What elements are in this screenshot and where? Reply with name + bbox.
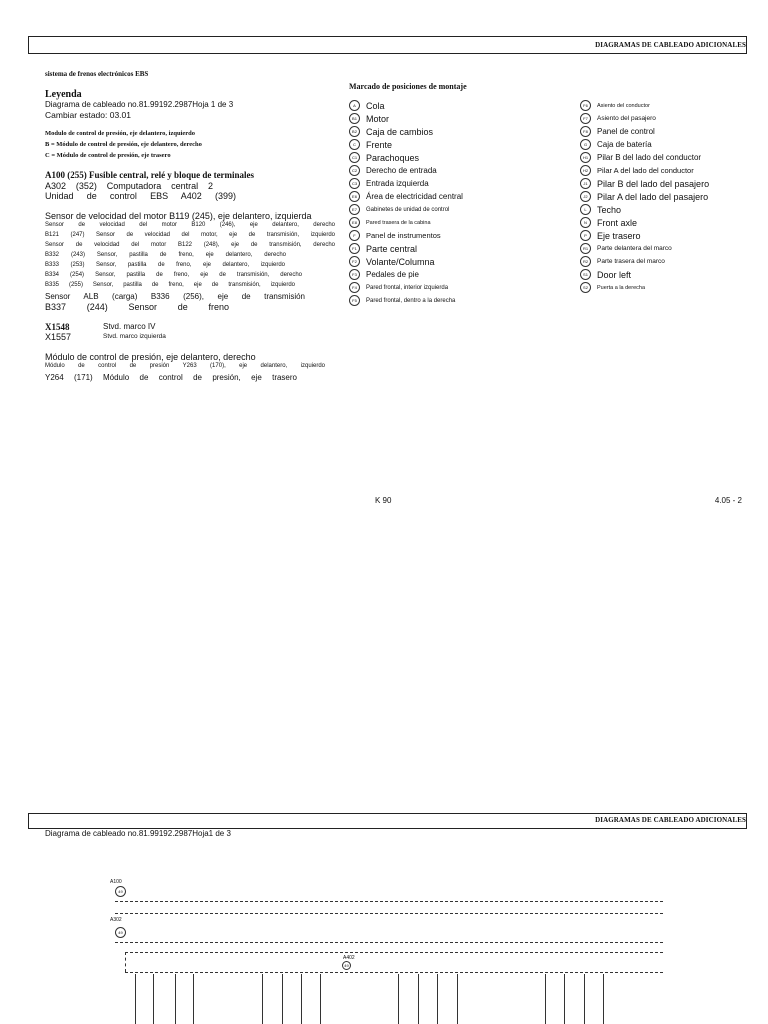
position-label: Pared frontal, interior izquierda xyxy=(366,284,449,291)
position-label: Eje trasero xyxy=(597,230,641,241)
position-code-icon: F4 xyxy=(349,282,360,293)
position-item xyxy=(580,217,637,228)
position-code-icon: E7 xyxy=(349,204,360,215)
position-item xyxy=(580,282,645,293)
wire xyxy=(603,974,604,1024)
x1557-text: Stvd. marco izquierda xyxy=(103,333,166,340)
position-label: Door left xyxy=(597,269,632,280)
position-code-icon: H2 xyxy=(580,165,591,176)
a402-dashed-line xyxy=(125,952,663,953)
position-label: Gabinetes de unidad de control xyxy=(366,206,450,213)
position-code-icon: B2 xyxy=(349,126,360,137)
page1-header-box xyxy=(28,36,747,54)
sensor-b337-line: B337 (244) Sensor de freno xyxy=(45,302,229,312)
position-item xyxy=(349,269,419,280)
wire xyxy=(564,974,565,1024)
modulo-line-1: Módulo de control de presión Y263 (170), eje delantero, izquierdo xyxy=(45,363,325,369)
position-label: Panel de control xyxy=(597,127,655,136)
abbrev-line-a: Modulo de control de presión, eje delantero, izquierdo xyxy=(45,130,196,137)
position-item xyxy=(349,178,429,189)
position-code-icon: A xyxy=(349,100,360,111)
position-label: Área de electricidad central xyxy=(366,192,463,201)
position-code-icon: G xyxy=(580,139,591,150)
page2-header-box xyxy=(28,813,747,829)
position-label: Parte trasera del marco xyxy=(597,258,665,265)
position-item xyxy=(349,165,437,176)
position-label: Volante/Columna xyxy=(366,256,435,267)
position-item xyxy=(580,126,655,137)
position-item xyxy=(580,204,621,215)
wire xyxy=(153,974,154,1024)
wire xyxy=(175,974,176,1024)
footer-page-number: 4.05 - 2 xyxy=(714,496,742,505)
sensor-b119-line: Sensor de velocidad del motor B119 (245), eje delantero, izquierda xyxy=(45,211,312,221)
position-code-icon: F7 xyxy=(580,113,591,124)
position-code-icon: R1 xyxy=(580,243,591,254)
position-code-icon: S1 xyxy=(580,269,591,280)
position-item xyxy=(349,126,433,137)
position-item xyxy=(349,295,455,306)
position-item xyxy=(580,178,709,189)
sensor-alb-line: Sensor ALB (carga) B336 (256), eje de transmisión xyxy=(45,292,305,301)
position-code-icon: F xyxy=(349,230,360,241)
wire xyxy=(398,974,399,1024)
position-label: Techo xyxy=(597,204,622,215)
sensor-line: B333 (253) Sensor, pastilla de freno, eje delantero, izquierdo xyxy=(45,262,285,268)
wire xyxy=(437,974,438,1024)
position-item xyxy=(349,204,449,215)
position-label: Caja de batería xyxy=(597,140,652,149)
wire xyxy=(262,974,263,1024)
position-code-icon: C3 xyxy=(349,178,360,189)
position-item xyxy=(349,139,392,150)
position-code-icon: F3 xyxy=(349,269,360,280)
abbrev-line-c: C = Módulo de control de presión, eje trasero xyxy=(45,152,171,159)
position-item xyxy=(580,256,665,267)
position-code-icon: L xyxy=(580,204,591,215)
sensor-line: Sensor de velocidad del motor B122 (248), eje de transmisión, derecho xyxy=(45,242,335,248)
footer-page-code: K 90 xyxy=(375,496,392,505)
position-item xyxy=(580,191,708,202)
unidad-line: Unidad de control EBS A402 (399) xyxy=(45,191,236,201)
x1548-code: X1548 xyxy=(45,322,70,332)
position-item xyxy=(580,230,641,241)
position-code-icon: H1 xyxy=(580,152,591,163)
page1-header-title: DIAGRAMAS DE CABLEADO ADICIONALES xyxy=(595,41,746,49)
a302-line: A302 (352) Computadora central 2 xyxy=(45,181,213,191)
modulo-line-2: Y264 (171) Módulo de control de presión, eje trasero xyxy=(45,373,297,382)
a100-label: A100 xyxy=(110,879,122,885)
position-item xyxy=(349,100,385,111)
position-label: Pared frontal, dentro a la derecha xyxy=(366,297,456,304)
position-label: Pilar A del lado del conductor xyxy=(597,166,694,175)
position-item xyxy=(580,269,631,280)
position-label: Cola xyxy=(366,100,385,111)
position-item xyxy=(580,113,656,124)
modulo-title: Módulo de control de presión, eje delantero, derecho xyxy=(45,352,256,362)
position-label: Front axle xyxy=(597,217,638,228)
wire xyxy=(545,974,546,1024)
a100-pin-icon: 49 xyxy=(115,886,126,897)
sensor-line: B334 (254) Sensor, pastilla de freno, eje de transmisión, derecho xyxy=(45,272,302,278)
position-code-icon: F5 xyxy=(349,295,360,306)
position-label: Panel de instrumentos xyxy=(366,231,441,240)
position-label: Pilar B del lado del pasajero xyxy=(597,178,710,189)
a402-pin-icon: 49 xyxy=(342,961,351,970)
positions-title: Marcado de posiciones de montaje xyxy=(349,82,467,91)
position-item xyxy=(349,217,431,228)
position-code-icon: J1 xyxy=(580,178,591,189)
a302-pin-icon: 49 xyxy=(115,927,126,938)
position-item xyxy=(580,165,694,176)
position-item xyxy=(349,152,419,163)
page2-diagram-no: Diagrama de cableado no.81.99192.2987Hoja1 de 3 xyxy=(45,829,231,838)
a100-dashed-line xyxy=(115,901,663,902)
position-code-icon: P xyxy=(580,230,591,241)
position-code-icon: F8 xyxy=(580,126,591,137)
legend-status: Cambiar estado: 03.01 xyxy=(45,110,131,120)
wire xyxy=(193,974,194,1024)
position-code-icon: F2 xyxy=(349,256,360,267)
wire xyxy=(320,974,321,1024)
position-item xyxy=(349,243,417,254)
sensor-line: Sensor de velocidad del motor B120 (246), eje delantero, derecho xyxy=(45,222,335,228)
wire xyxy=(135,974,136,1024)
position-label: Parte delantera del marco xyxy=(597,245,672,252)
position-label: Asiento del pasajero xyxy=(597,115,656,122)
position-item xyxy=(580,152,701,163)
abbrev-line-b: B = Módulo de control de presión, eje delantero, derecho xyxy=(45,141,202,148)
position-label: Parte central xyxy=(366,243,418,254)
position-label: Pilar A del lado del pasajero xyxy=(597,191,709,202)
a302-label: A302 xyxy=(110,917,122,923)
wire xyxy=(457,974,458,1024)
wire xyxy=(418,974,419,1024)
x1557-code: X1557 xyxy=(45,332,72,342)
position-label: Entrada izquierda xyxy=(366,179,429,188)
wire xyxy=(282,974,283,1024)
position-label: Asiento del conductor xyxy=(597,102,650,109)
system-title: sistema de frenos electrónicos EBS xyxy=(45,70,149,78)
sensor-list xyxy=(45,222,335,292)
position-label: Frente xyxy=(366,139,393,150)
a100-dashed-line xyxy=(115,913,663,914)
a402-left-border xyxy=(125,952,126,972)
position-label: Motor xyxy=(366,113,390,124)
position-code-icon: S2 xyxy=(580,282,591,293)
a100-title: A100 (255) Fusible central, relé y bloque de terminales xyxy=(45,170,255,180)
wire xyxy=(584,974,585,1024)
position-item xyxy=(580,243,672,254)
position-label: Parachoques xyxy=(366,152,420,163)
position-code-icon: E6 xyxy=(349,191,360,202)
position-code-icon: F1 xyxy=(349,243,360,254)
a402-label: A402 xyxy=(343,955,355,961)
position-item xyxy=(580,100,650,111)
legend-diagram-no: Diagrama de cableado no.81.99192.2987Hoja 1 de 3 xyxy=(45,100,234,109)
position-item xyxy=(349,256,435,267)
position-label: Caja de cambios xyxy=(366,126,434,137)
x1548-text: Stvd. marco IV xyxy=(103,322,156,331)
position-label: Pedales de pie xyxy=(366,270,419,279)
legend-title: Leyenda xyxy=(45,89,82,100)
position-label: Pilar B del lado del conductor xyxy=(597,153,702,162)
position-item xyxy=(349,282,448,293)
position-label: Derecho de entrada xyxy=(366,166,437,175)
page2-header-title: DIAGRAMAS DE CABLEADO ADICIONALES xyxy=(595,816,746,824)
position-item xyxy=(580,139,652,150)
position-item xyxy=(349,113,389,124)
position-code-icon: E8 xyxy=(349,217,360,228)
position-code-icon: R2 xyxy=(580,256,591,267)
position-label: Pared trasera de la cabina xyxy=(366,219,431,226)
wire xyxy=(301,974,302,1024)
a302-dashed-line xyxy=(115,942,663,943)
sensor-line: B121 (247) Sensor de velocidad del motor, eje de transmisión, izquierdo xyxy=(45,232,335,238)
position-code-icon: C2 xyxy=(349,165,360,176)
position-label: Puerta a la derecha xyxy=(597,284,646,291)
position-code-icon: N xyxy=(580,217,591,228)
sensor-line: B332 (243) Sensor, pastilla de freno, eje delantero, derecho xyxy=(45,252,286,258)
position-item xyxy=(349,191,463,202)
position-code-icon: F6 xyxy=(580,100,591,111)
position-code-icon: J2 xyxy=(580,191,591,202)
position-code-icon: C1 xyxy=(349,152,360,163)
position-code-icon: C xyxy=(349,139,360,150)
position-code-icon: B1 xyxy=(349,113,360,124)
position-item xyxy=(349,230,441,241)
sensor-line: B335 (255) Sensor, pastilla de freno, eje de transmisión, izquierdo xyxy=(45,282,295,288)
a402-dashed-line xyxy=(125,972,663,973)
